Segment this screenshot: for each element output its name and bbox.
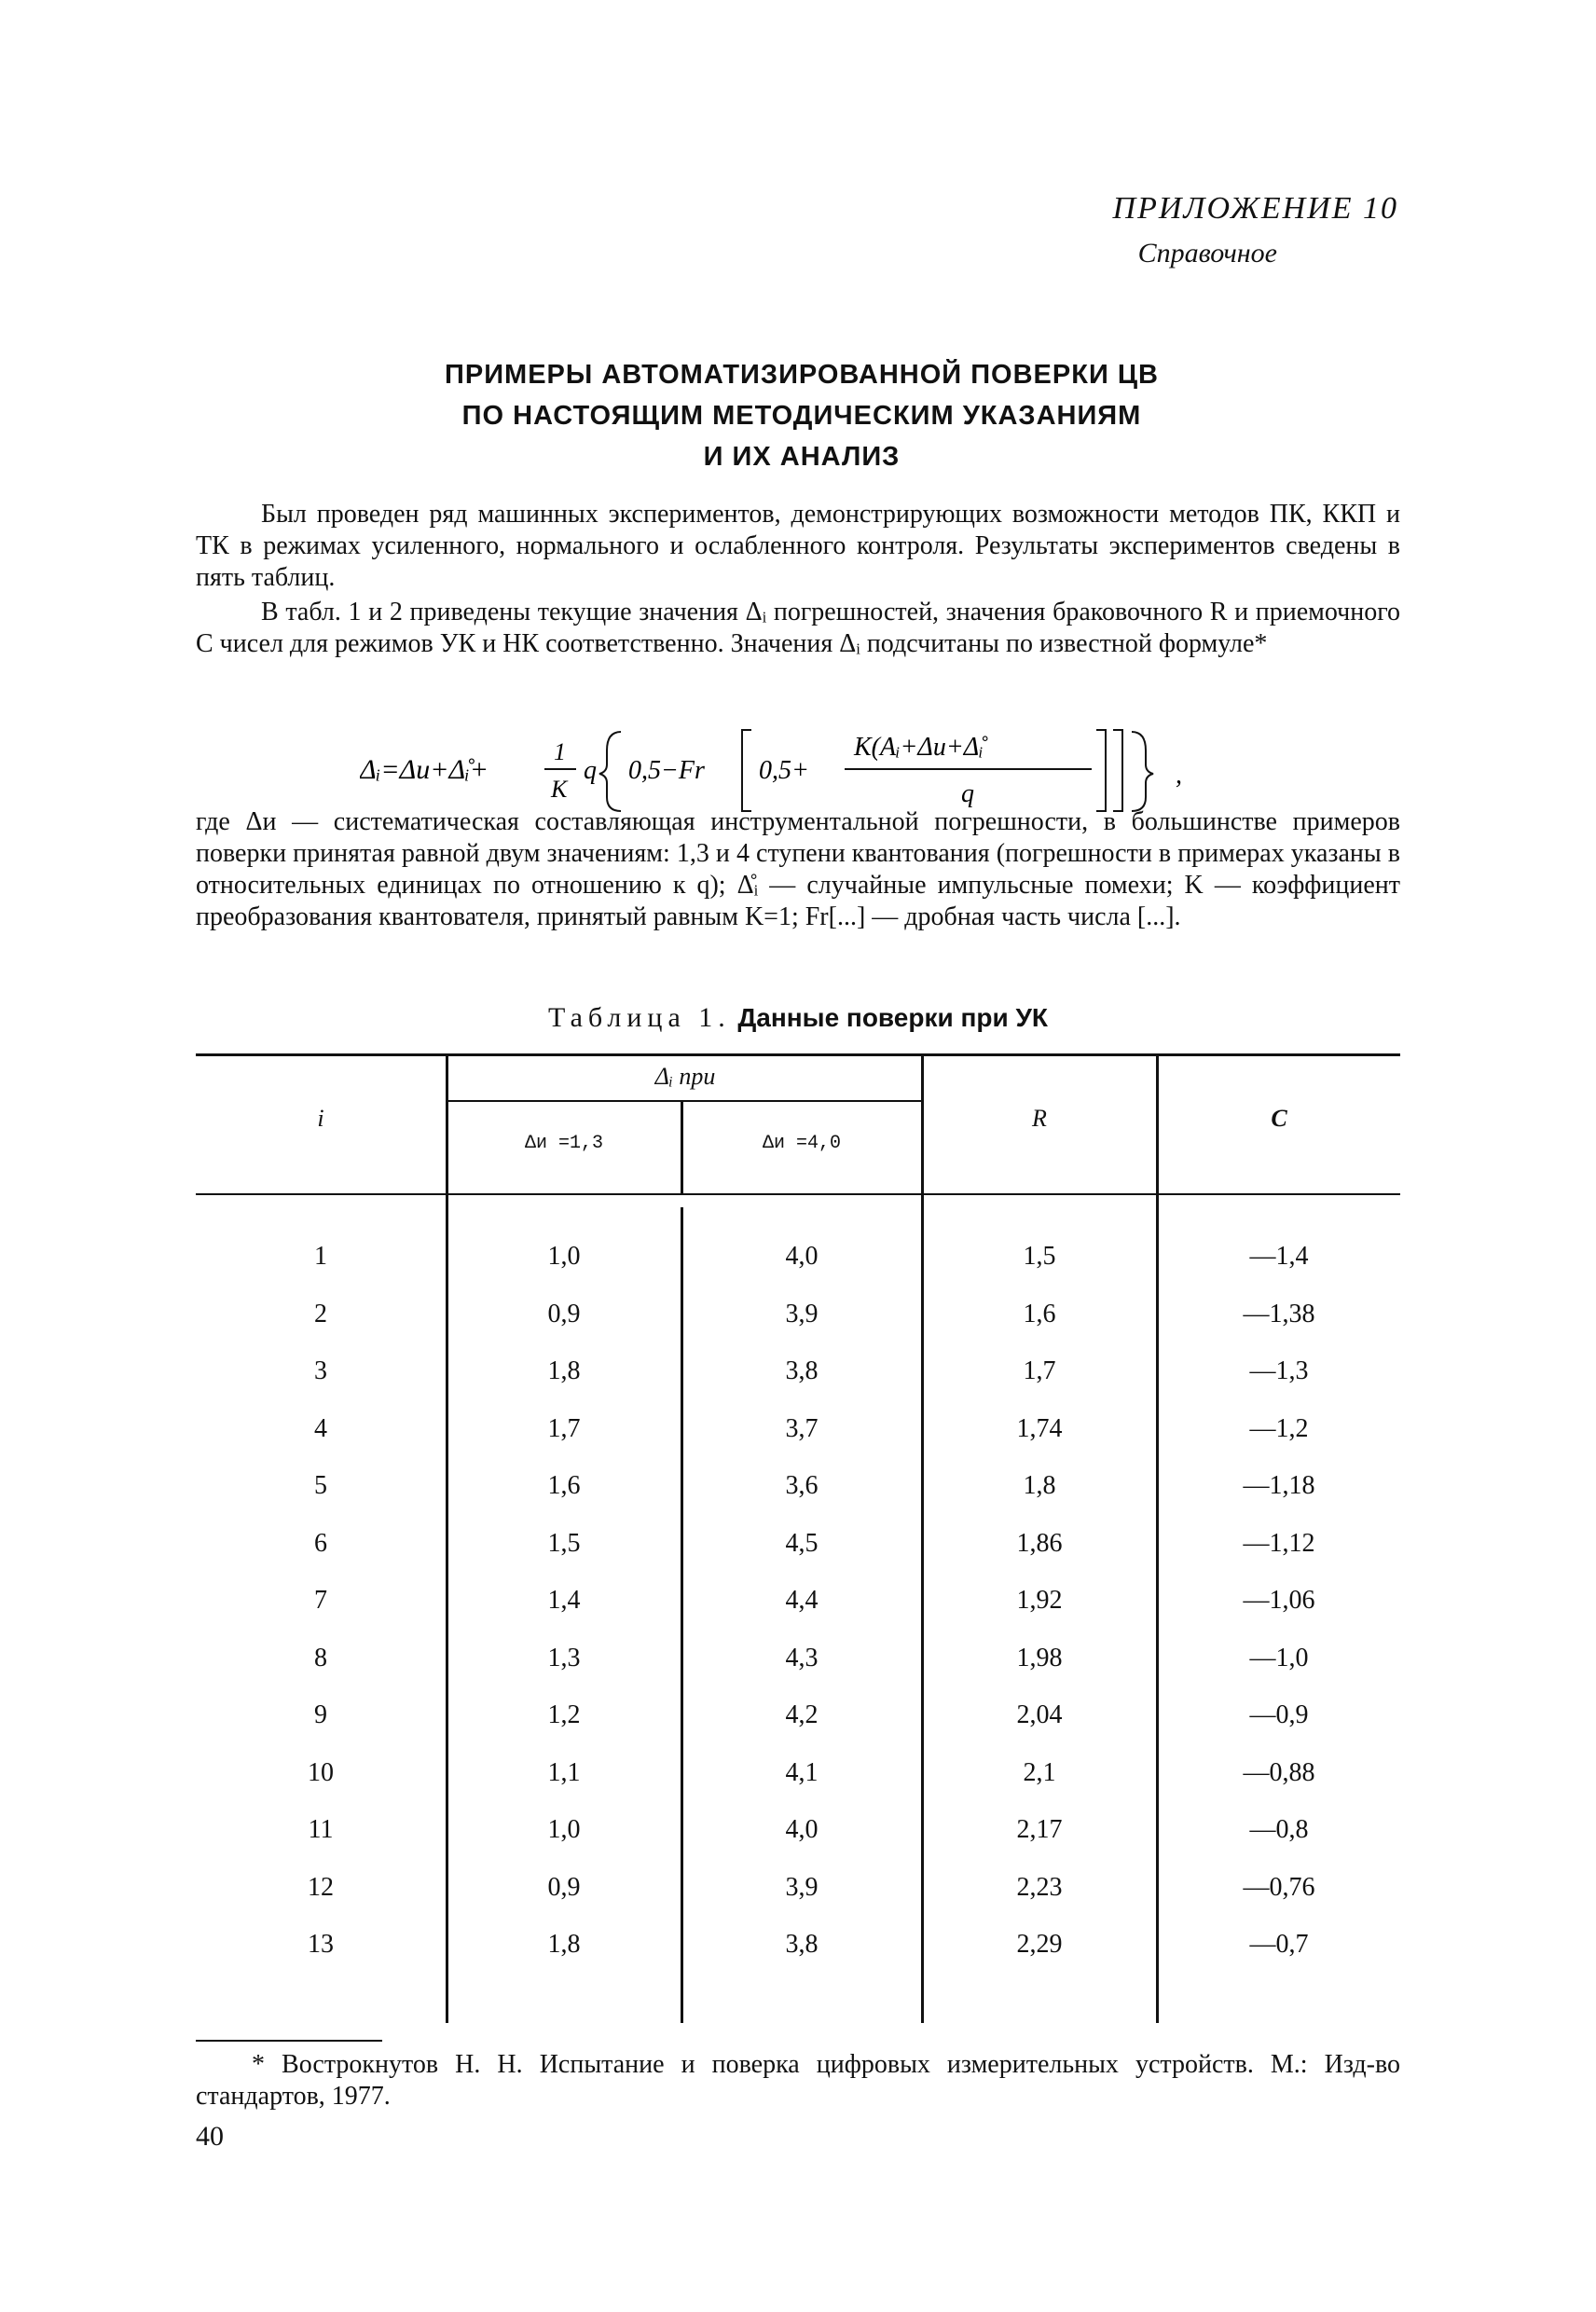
formula-lhs: Δᵢ=Δи+Δ̊ᵢ+ — [360, 754, 489, 785]
formula-part2: 0,5+ — [759, 756, 809, 785]
table-cell: 1,2 — [547, 1700, 581, 1729]
formula-part1: 0,5−Fr — [628, 756, 705, 785]
paragraph-2: В табл. 1 и 2 приведены текущие значения Δᵢ погрешностей, значения браковочного R и приемочного C чисел для режимов УК и НК соответственно. Значения Δᵢ подсчитаны по известной формуле* — [196, 598, 1400, 658]
table-cell: 1,0 — [547, 1815, 581, 1844]
table-cell: —0,8 — [1249, 1815, 1309, 1844]
table-cell: 1,0 — [547, 1242, 581, 1271]
table-cell: 3,6 — [785, 1471, 819, 1500]
table-cell: 3,9 — [785, 1872, 819, 1902]
table-cell: —1,3 — [1249, 1356, 1309, 1385]
table-cell: 0,9 — [547, 1872, 581, 1902]
formula-frac2-den: q — [961, 779, 974, 808]
table-cell: 1,7 — [1023, 1356, 1056, 1385]
table-cell: 4,0 — [785, 1815, 819, 1844]
table-cell: 1,8 — [547, 1356, 581, 1385]
header-c: C — [1271, 1105, 1287, 1132]
table-cell: 4,1 — [785, 1757, 819, 1787]
footnote-rule — [196, 2040, 382, 2042]
table-cell: 11 — [308, 1815, 334, 1844]
table-cell: 7 — [314, 1586, 327, 1615]
table-cell: 1,7 — [547, 1413, 581, 1443]
table-cell: 3,8 — [785, 1930, 819, 1959]
table-cell: 2,29 — [1016, 1930, 1063, 1959]
paragraph-3: где Δи — систематическая составляющая инструментальной погрешности, в большинстве примеров поверки принятая равной двум значениям: 1,3 и 4 ступени квантования (погрешности в примерах указаны в относительных единицах по отношению к q); Δ̊ᵢ — случайные импульсные помехи; K — коэффициент преобразования квантователя, принятый равным K=1; Fr[...] — дробная часть числа [...]. — [196, 807, 1400, 931]
header-group: Δᵢ при — [654, 1063, 716, 1090]
header-a: Δи =1,3 — [524, 1133, 603, 1154]
table-cell: 13 — [308, 1930, 334, 1959]
formula-frac1-num: 1 — [554, 738, 566, 765]
table-cell: 2,17 — [1016, 1815, 1063, 1844]
table-cell: —1,0 — [1249, 1643, 1309, 1672]
table-cell: 1,3 — [547, 1643, 581, 1672]
table-cell: —1,12 — [1243, 1528, 1315, 1558]
table-cell: 1,8 — [1023, 1471, 1056, 1500]
table-cell: 1,4 — [547, 1586, 581, 1615]
table-cell: 4,4 — [785, 1586, 819, 1615]
data-table — [196, 1053, 1400, 2023]
table-cell: —1,18 — [1243, 1471, 1315, 1500]
table-cell: 3 — [314, 1356, 327, 1385]
table-caption-number: Таблица 1. — [548, 1002, 731, 1033]
table-cell: 0,9 — [547, 1299, 581, 1328]
table-cell: 3,9 — [785, 1299, 819, 1328]
header-r: R — [1032, 1105, 1047, 1132]
table-cell: —0,88 — [1243, 1757, 1315, 1787]
title-line-3: И ИХ АНАЛИЗ — [703, 442, 901, 472]
table-cell: 12 — [308, 1872, 334, 1902]
table-cell: 1,6 — [547, 1471, 581, 1500]
page-title — [280, 354, 1324, 477]
formula-frac1-den: K — [551, 776, 568, 803]
table-cell: 3,8 — [785, 1356, 819, 1385]
table-cell: —1,2 — [1249, 1413, 1309, 1443]
table-cell: —1,4 — [1249, 1242, 1309, 1271]
table-cell: 4,0 — [785, 1242, 819, 1271]
table-cell: 1,86 — [1016, 1528, 1063, 1558]
formula — [196, 713, 1400, 816]
formula-q1: q — [584, 756, 597, 785]
table-cell: 9 — [314, 1700, 327, 1729]
table-cell: 1,8 — [547, 1930, 581, 1959]
reference-label: Справочное — [1137, 238, 1277, 268]
table-cell: 1,92 — [1016, 1586, 1063, 1615]
table-cell: 4 — [314, 1413, 327, 1443]
header-i: i — [317, 1105, 324, 1132]
table-cell: 1,74 — [1016, 1413, 1063, 1443]
table-cell: 3,7 — [785, 1413, 819, 1443]
page-number: 40 — [196, 2121, 224, 2152]
table-cell: —0,76 — [1243, 1872, 1315, 1902]
table-cell: 6 — [314, 1528, 327, 1558]
table-cell: 10 — [308, 1757, 334, 1787]
table-cell: 1,5 — [1023, 1242, 1056, 1271]
table-cell: 5 — [314, 1471, 327, 1500]
table-caption-title: Данные поверки при УК — [737, 1003, 1048, 1032]
formula-frac2-num: K(Aᵢ+Δи+Δ̊ᵢ — [854, 733, 984, 762]
table-cell: —0,9 — [1249, 1700, 1309, 1729]
table-cell: 1,5 — [547, 1528, 581, 1558]
table-cell: 4,3 — [785, 1643, 819, 1672]
table-cell: 8 — [314, 1643, 327, 1672]
table-cell: 2,1 — [1023, 1757, 1056, 1787]
table-cell: —1,38 — [1243, 1299, 1315, 1328]
header-b: Δи =4,0 — [762, 1133, 841, 1154]
table-cell: 4,5 — [785, 1528, 819, 1558]
table-cell: 1,98 — [1016, 1643, 1063, 1672]
table-caption — [196, 1002, 1400, 1034]
formula-comma: , — [1176, 761, 1182, 790]
table-cell: 2,04 — [1016, 1700, 1063, 1729]
title-line-1: ПРИМЕРЫ АВТОМАТИЗИРОВАННОЙ ПОВЕРКИ ЦВ — [445, 360, 1159, 390]
table-cell: 4,2 — [785, 1700, 819, 1729]
table-cell: 1,6 — [1023, 1299, 1056, 1328]
footnote: * Вострокнутов Н. Н. Испытание и поверка цифровых измерительных устройств. М.: Изд-во стандартов, 1977. — [196, 2050, 1400, 2111]
title-line-2: ПО НАСТОЯЩИМ МЕТОДИЧЕСКИМ УКАЗАНИЯМ — [461, 401, 1142, 431]
table-cell: 1,1 — [547, 1757, 581, 1787]
table-cell: —1,06 — [1243, 1586, 1315, 1615]
table-cell: 2,23 — [1016, 1872, 1063, 1902]
table-cell: —0,7 — [1249, 1930, 1309, 1959]
paragraph-1: Был проведен ряд машинных экспериментов, демонстрирующих возможности методов ПК, ККП и ТК в режимах усиленного, нормального и ослабленного контроля. Результаты экспериментов сведены в пять таблиц. — [196, 500, 1400, 592]
table-cell: 2 — [314, 1299, 327, 1328]
appendix-label: ПРИЛОЖЕНИЕ 10 — [1112, 191, 1398, 226]
table-cell: 1 — [314, 1242, 327, 1271]
